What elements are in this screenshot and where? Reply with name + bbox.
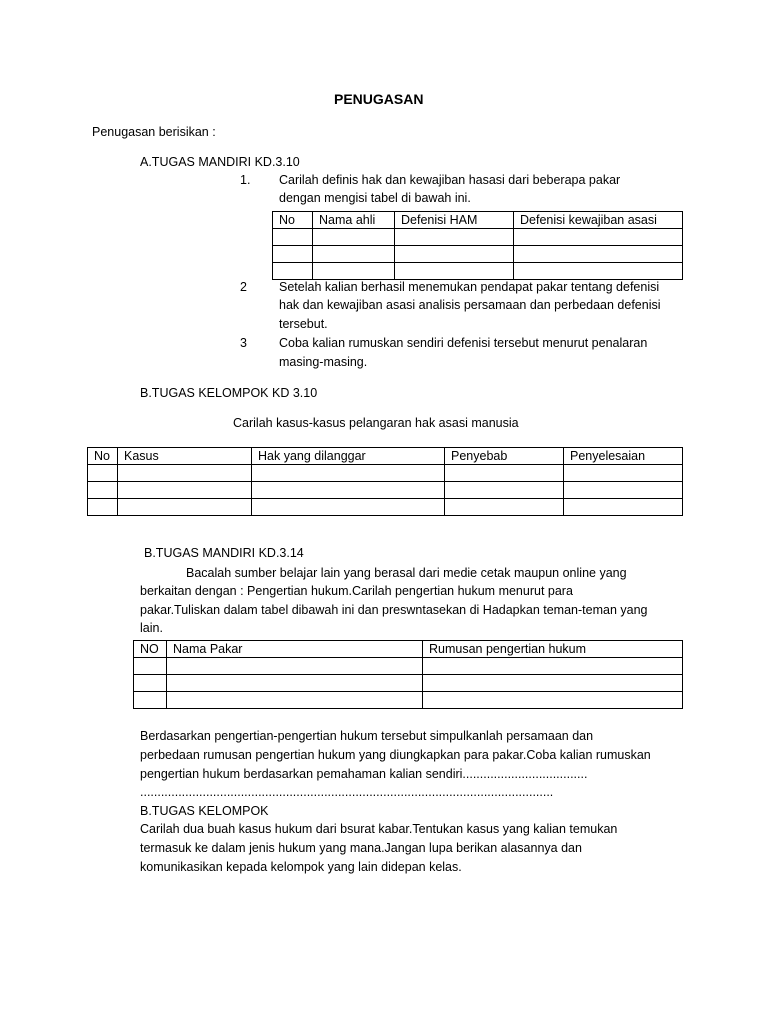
page-title: PENUGASAN — [334, 91, 424, 107]
section-b2-line1: Bacalah sumber belajar lain yang berasal dari medie cetak maupun online yang — [186, 566, 627, 580]
table-row — [88, 482, 683, 499]
section-a-heading: A.TUGAS MANDIRI KD.3.10 — [140, 155, 300, 169]
table-row — [273, 246, 683, 263]
table-hukum-header: Nama Pakar — [167, 641, 423, 658]
section-b2-after4: ....................................................................................................................... — [140, 785, 554, 799]
table-kasus-header: Hak yang dilanggar — [252, 448, 445, 465]
section-b2-after1: Berdasarkan pengertian-pengertian hukum tersebut simpulkanlah persamaan dan — [140, 729, 594, 743]
intro-text: Penugasan berisikan : — [92, 125, 216, 139]
item3-number: 3 — [240, 336, 247, 350]
table-kasus-header-row — [88, 448, 683, 465]
section-b3-line3: komunikasikan kepada kelompok yang lain didepan kelas. — [140, 860, 462, 874]
table-kasus-header: Kasus — [118, 448, 252, 465]
section-b3-heading: B.TUGAS KELOMPOK — [140, 804, 269, 818]
item2-line2: hak dan kewajiban asasi analisis persamaan dan perbedaan defenisi — [279, 298, 661, 312]
item2-line3: tersebut. — [279, 317, 328, 331]
table-kasus-header: No — [88, 448, 118, 465]
table-row — [273, 229, 683, 246]
section-b2-heading: B.TUGAS MANDIRI KD.3.14 — [144, 546, 304, 560]
section-b2-line4: lain. — [140, 621, 163, 635]
section-b2-line2: berkaitan dengan : Pengertian hukum.Carilah pengertian hukum menurut para — [140, 584, 573, 598]
section-b1-heading: B.TUGAS KELOMPOK KD 3.10 — [140, 386, 318, 400]
table-row — [134, 658, 683, 675]
section-b2-line3: pakar.Tuliskan dalam tabel dibawah ini dan preswntasekan di Hadapkan teman-teman yang — [140, 603, 648, 617]
table-kasus-header: Penyelesaian — [564, 448, 683, 465]
table-row — [88, 465, 683, 482]
table-hukum-header-row — [134, 641, 683, 658]
table-hukum — [133, 640, 683, 709]
item2-number: 2 — [240, 280, 247, 294]
table-kasus — [87, 447, 683, 516]
table-row — [273, 263, 683, 280]
table-row — [134, 692, 683, 709]
section-b2-after3: pengertian hukum berdasarkan pemahaman kalian sendiri.................................... — [140, 767, 588, 781]
table-row — [134, 675, 683, 692]
table-ham-header: Nama ahli — [313, 212, 395, 229]
item3-line2: masing-masing. — [279, 355, 368, 369]
item3-line1: Coba kalian rumuskan sendiri defenisi tersebut menurut penalaran — [279, 336, 648, 350]
table-hukum-header: NO — [134, 641, 167, 658]
section-b2-after2: perbedaan rumusan pengertian hukum yang diungkapkan para pakar.Coba kalian rumuskan — [140, 748, 651, 762]
table-ham-header-row — [273, 212, 683, 229]
item2-line1: Setelah kalian berhasil menemukan pendapat pakar tentang defenisi — [279, 280, 660, 294]
section-b1-caption: Carilah kasus-kasus pelangaran hak asasi manusia — [233, 416, 519, 430]
section-b3-line1: Carilah dua buah kasus hukum dari bsurat kabar.Tentukan kasus yang kalian temukan — [140, 822, 618, 836]
table-kasus-header: Penyebab — [445, 448, 564, 465]
item1-number: 1. — [240, 173, 251, 187]
table-row — [88, 499, 683, 516]
table-ham — [272, 211, 683, 280]
item1-line2: dengan mengisi tabel di bawah ini. — [279, 191, 471, 205]
table-ham-header: No — [273, 212, 313, 229]
table-hukum-header: Rumusan pengertian hukum — [423, 641, 683, 658]
table-ham-header: Defenisi kewajiban asasi — [514, 212, 683, 229]
section-b3-line2: termasuk ke dalam jenis hukum yang mana.Jangan lupa berikan alasannya dan — [140, 841, 582, 855]
item1-line1: Carilah definis hak dan kewajiban hasasi dari beberapa pakar — [279, 173, 621, 187]
table-ham-header: Defenisi HAM — [395, 212, 514, 229]
